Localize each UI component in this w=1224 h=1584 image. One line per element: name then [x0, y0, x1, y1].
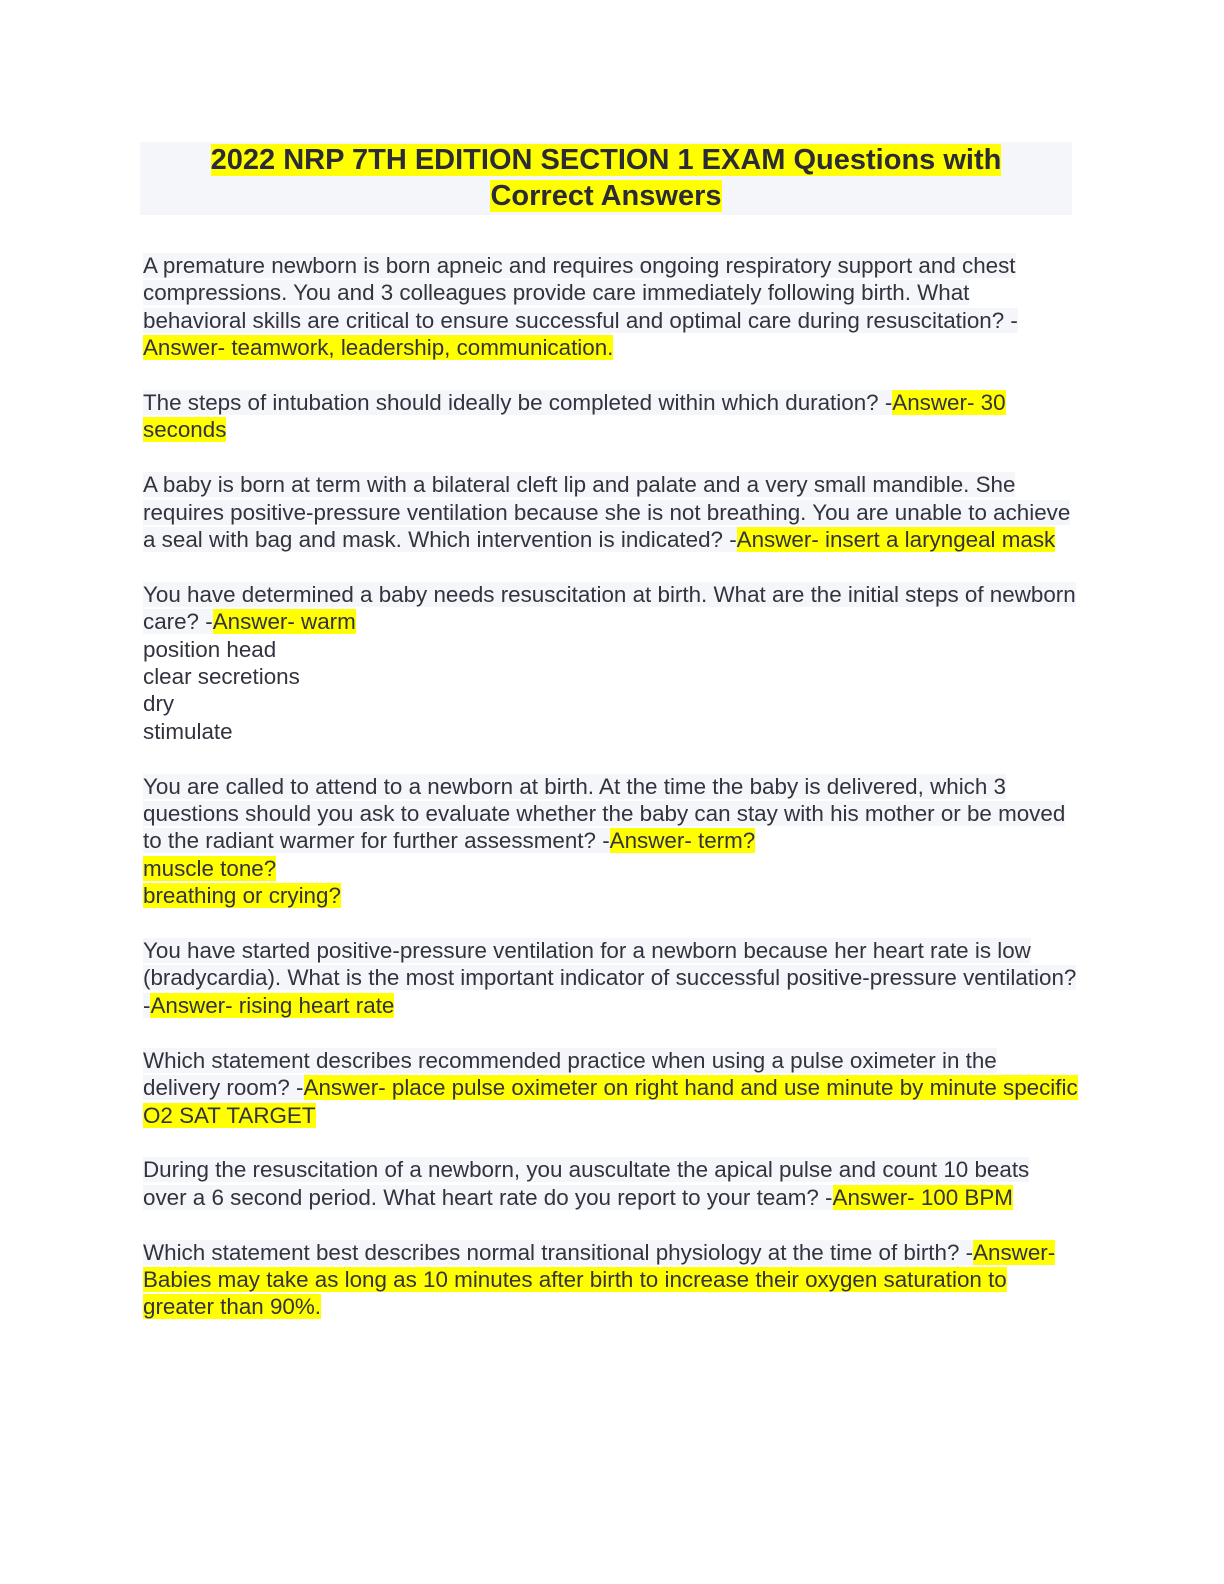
answer-text: Answer- warm	[212, 609, 356, 635]
answer-text: Answer- teamwork, leadership, communication.	[143, 335, 614, 361]
answer-text: Answer- term?	[609, 828, 756, 854]
question-text: You have started positive-pressure ventilation for a newborn because her heart rate is low (bradycardia). What is the most important indicator of successful positive-pressure ventilation? -	[143, 938, 1077, 1018]
title-line-1: 2022 NRP 7TH EDITION SECTION 1 EXAM Questions with	[210, 144, 1002, 176]
qa-item-5	[143, 773, 1078, 910]
question-text: You are called to attend to a newborn at birth. At the time the baby is delivered, which 3 questions should you ask to evaluate whether the baby can stay with his mother or be moved to the radiant warmer for further assessment? -	[143, 773, 1066, 854]
answer-text: Answer- 100 BPM	[832, 1184, 1013, 1210]
question-text: A baby is born at term with a bilateral cleft lip and palate and a very small mandible. She requires positive-pressure ventilation because she is not breathing. You are unable to achieve a seal with bag and mask. Which intervention is indicated? -	[143, 472, 1071, 553]
question-text: Which statement best describes normal transitional physiology at the time of birth? -	[143, 1239, 974, 1265]
answer-line: clear secretions	[143, 664, 300, 690]
qa-item-9	[143, 1239, 1078, 1321]
qa-item-1	[143, 252, 1078, 362]
qa-item-6	[143, 937, 1078, 1019]
answer-text: Answer- rising heart rate	[150, 992, 395, 1018]
question-text: You have determined a baby needs resuscitation at birth. What are the initial steps of newborn care? -	[143, 581, 1076, 635]
answer-line: stimulate	[143, 718, 233, 744]
qa-item-4	[143, 581, 1078, 745]
answer-line: position head	[143, 636, 277, 662]
qa-item-2	[143, 389, 1078, 444]
answer-line: muscle tone?	[143, 855, 277, 881]
title-line-2: Correct Answers	[490, 180, 722, 212]
question-text: Which statement describes recommended practice when using a pulse oximeter in the delivery room? -	[143, 1047, 997, 1101]
answer-text: Answer- Babies may take as long as 10 minutes after birth to increase their oxygen saturation to greater than 90%.	[143, 1239, 1056, 1320]
qa-item-3	[143, 471, 1078, 553]
document-title	[140, 142, 1072, 215]
answer-text: Answer- insert a laryngeal mask	[736, 527, 1056, 553]
answer-line: dry	[143, 691, 175, 717]
question-text: During the resuscitation of a newborn, you auscultate the apical pulse and count 10 beats over a 6 second period. What heart rate do you report to your team? -	[143, 1157, 1030, 1210]
answer-text: Answer- 30 seconds	[143, 390, 1006, 443]
question-text: The steps of intubation should ideally be completed within which duration? -	[143, 390, 893, 416]
answer-text: Answer- place pulse oximeter on right hand and use minute by minute specific O2 SAT TARGET	[143, 1075, 1078, 1128]
answer-line: breathing or crying?	[143, 883, 341, 909]
question-text: A premature newborn is born apneic and requires ongoing respiratory support and chest compressions. You and 3 colleagues provide care immediately following birth. What behavioral skills are critical to ensure successful and optimal care during resuscitation? -	[143, 253, 1018, 333]
qa-item-7	[143, 1047, 1078, 1129]
qa-list	[143, 252, 1078, 1348]
qa-item-8	[143, 1156, 1078, 1211]
